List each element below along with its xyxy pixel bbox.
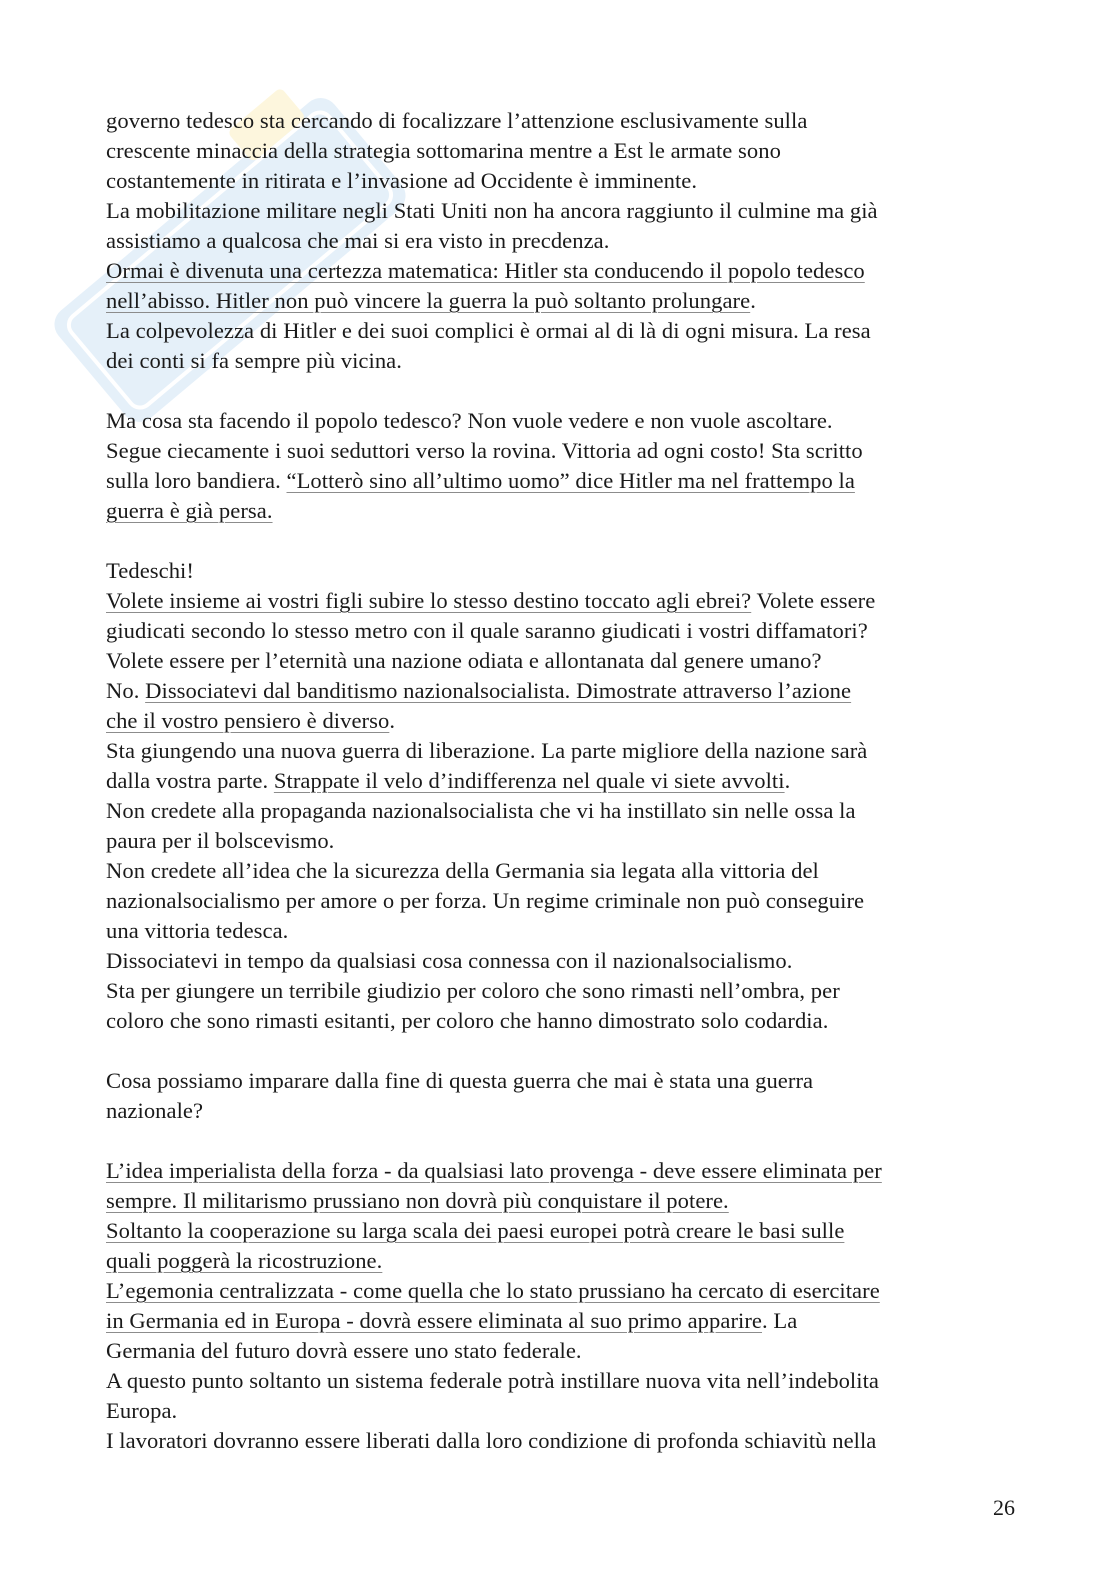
underlined-text: Soltanto la cooperazione su larga scala dei paesi europei potrà creare le basi sulle bbox=[106, 1218, 845, 1243]
text-line bbox=[106, 346, 1011, 376]
text-segment: La colpevolezza di Hitler e dei suoi complici è ormai al di là di ogni misura. La resa bbox=[106, 318, 871, 343]
text-line bbox=[106, 1426, 1011, 1456]
text-segment: . La bbox=[762, 1308, 798, 1333]
text-segment: nazionale? bbox=[106, 1098, 204, 1123]
text-line bbox=[106, 556, 1011, 586]
text-line bbox=[106, 256, 1011, 286]
text-line bbox=[106, 616, 1011, 646]
text-segment: I lavoratori dovranno essere liberati dalla loro condizione di profonda schiavitù nella bbox=[106, 1428, 877, 1453]
paragraph-spacer bbox=[106, 526, 1011, 556]
text-segment: Germania del futuro dovrà essere uno stato federale. bbox=[106, 1338, 582, 1363]
underlined-text: Strappate il velo d’indifferenza nel quale vi siete avvolti bbox=[273, 768, 785, 793]
text-segment: Volete essere per l’eternità una nazione odiata e allontanata dal genere umano? bbox=[106, 648, 822, 673]
text-line bbox=[106, 1396, 1011, 1426]
text-line bbox=[106, 1096, 1011, 1126]
text-line bbox=[106, 196, 1011, 226]
text-line bbox=[106, 916, 1011, 946]
text-line bbox=[106, 436, 1011, 466]
text-line bbox=[106, 1186, 1011, 1216]
text-line bbox=[106, 1156, 1011, 1186]
text-line bbox=[106, 136, 1011, 166]
underlined-text: Dissociatevi dal banditismo nazionalsocialista. Dimostrate attraverso l’azione bbox=[145, 678, 852, 703]
text-segment: paura per il bolscevismo. bbox=[106, 828, 335, 853]
text-line bbox=[106, 166, 1011, 196]
text-segment: sulla loro bandiera. bbox=[106, 468, 287, 493]
document-body bbox=[106, 106, 1011, 1456]
text-line bbox=[106, 1366, 1011, 1396]
text-line bbox=[106, 706, 1011, 736]
text-segment: Non credete alla propaganda nazionalsocialista che vi ha instillato sin nelle ossa la bbox=[106, 798, 856, 823]
text-line bbox=[106, 1276, 1011, 1306]
text-segment: dei conti si fa sempre più vicina. bbox=[106, 348, 402, 373]
underlined-text: “Lotterò sino all’ultimo uomo” dice Hitler ma nel frattempo la bbox=[286, 468, 855, 493]
text-line bbox=[106, 106, 1011, 136]
paragraph-spacer bbox=[106, 1036, 1011, 1066]
text-line bbox=[106, 226, 1011, 256]
text-segment: giudicati secondo lo stesso metro con il quale saranno giudicati i vostri diffamatori? bbox=[106, 618, 868, 643]
underlined-text: guerra è già persa. bbox=[106, 498, 273, 523]
text-segment: . bbox=[389, 708, 396, 733]
text-segment: costantemente in ritirata e l’invasione ad Occidente è imminente. bbox=[106, 168, 698, 193]
text-segment: Non credete all’idea che la sicurezza della Germania sia legata alla vittoria del bbox=[106, 858, 819, 883]
underlined-text: in Germania ed in Europa - dovrà essere eliminata al suo primo apparire bbox=[106, 1308, 763, 1333]
text-line bbox=[106, 736, 1011, 766]
text-segment: . bbox=[750, 288, 756, 313]
text-segment: coloro che sono rimasti esitanti, per coloro che hanno dimostrato solo codardia. bbox=[106, 1008, 829, 1033]
text-line bbox=[106, 1306, 1011, 1336]
text-line bbox=[106, 1336, 1011, 1366]
text-segment: assistiamo a qualcosa che mai si era visto in precdenza. bbox=[106, 228, 610, 253]
text-segment: Volete essere bbox=[751, 588, 876, 613]
text-segment: una vittoria tedesca. bbox=[106, 918, 289, 943]
text-line bbox=[106, 1216, 1011, 1246]
text-line bbox=[106, 406, 1011, 436]
text-segment: Ma cosa sta facendo il popolo tedesco? Non vuole vedere e non vuole ascoltare. bbox=[106, 408, 833, 433]
text-segment: crescente minaccia della strategia sottomarina mentre a Est le armate sono bbox=[106, 138, 781, 163]
text-line bbox=[106, 946, 1011, 976]
text-line bbox=[106, 466, 1011, 496]
text-segment: dalla vostra parte. bbox=[106, 768, 274, 793]
underlined-text: nell’abisso. Hitler non può vincere la guerra la può soltanto prolungare bbox=[106, 288, 751, 313]
text-line bbox=[106, 766, 1011, 796]
text-segment: La mobilitazione militare negli Stati Uniti non ha ancora raggiunto il culmine ma già bbox=[106, 198, 878, 223]
text-line bbox=[106, 796, 1011, 826]
underlined-text: Ormai è divenuta una certezza matematica: Hitler sta conducendo il popolo tedesco bbox=[106, 258, 865, 283]
underlined-text: Volete insieme ai vostri figli subire lo stesso destino toccato agli ebrei? bbox=[106, 588, 752, 613]
text-line bbox=[106, 886, 1011, 916]
underlined-text: che il vostro pensiero è diverso bbox=[106, 708, 390, 733]
text-line bbox=[106, 1246, 1011, 1276]
paragraph-spacer bbox=[106, 1126, 1011, 1156]
text-segment: Sta giungendo una nuova guerra di liberazione. La parte migliore della nazione sarà bbox=[106, 738, 868, 763]
text-segment: Europa. bbox=[106, 1398, 178, 1423]
text-segment: nazionalsocialismo per amore o per forza. Un regime criminale non può conseguire bbox=[106, 888, 865, 913]
text-segment: Cosa possiamo imparare dalla fine di questa guerra che mai è stata una guerra bbox=[106, 1068, 814, 1093]
text-line bbox=[106, 826, 1011, 856]
text-line bbox=[106, 286, 1011, 316]
text-segment: Tedeschi! bbox=[106, 558, 194, 583]
text-line bbox=[106, 976, 1011, 1006]
text-line bbox=[106, 1066, 1011, 1096]
text-segment: . bbox=[784, 768, 791, 793]
text-line bbox=[106, 856, 1011, 886]
paragraph-spacer bbox=[106, 376, 1011, 406]
underlined-text: sempre. Il militarismo prussiano non dovrà più conquistare il potere. bbox=[106, 1188, 729, 1213]
text-line bbox=[106, 586, 1011, 616]
text-line bbox=[106, 1006, 1011, 1036]
text-line bbox=[106, 646, 1011, 676]
text-segment: Segue ciecamente i suoi seduttori verso la rovina. Vittoria ad ogni costo! Sta scritto bbox=[106, 438, 863, 463]
underlined-text: L’idea imperialista della forza - da qualsiasi lato provenga - deve essere eliminata per bbox=[106, 1158, 882, 1183]
text-segment: A questo punto soltanto un sistema federale potrà instillare nuova vita nell’indebolita bbox=[106, 1368, 879, 1393]
text-segment: governo tedesco sta cercando di focalizzare l’attenzione esclusivamente sulla bbox=[106, 108, 808, 133]
text-line bbox=[106, 676, 1011, 706]
underlined-text: L’egemonia centralizzata - come quella che lo stato prussiano ha cercato di esercitare bbox=[106, 1278, 880, 1303]
page-number: 26 bbox=[993, 1495, 1015, 1520]
text-segment: Sta per giungere un terribile giudizio per coloro che sono rimasti nell’ombra, per bbox=[106, 978, 840, 1003]
text-line bbox=[106, 316, 1011, 346]
underlined-text: quali poggerà la ricostruzione. bbox=[106, 1248, 383, 1273]
text-segment: Dissociatevi in tempo da qualsiasi cosa connessa con il nazionalsocialismo. bbox=[106, 948, 793, 973]
text-segment: No. bbox=[106, 678, 146, 703]
text-line bbox=[106, 496, 1011, 526]
